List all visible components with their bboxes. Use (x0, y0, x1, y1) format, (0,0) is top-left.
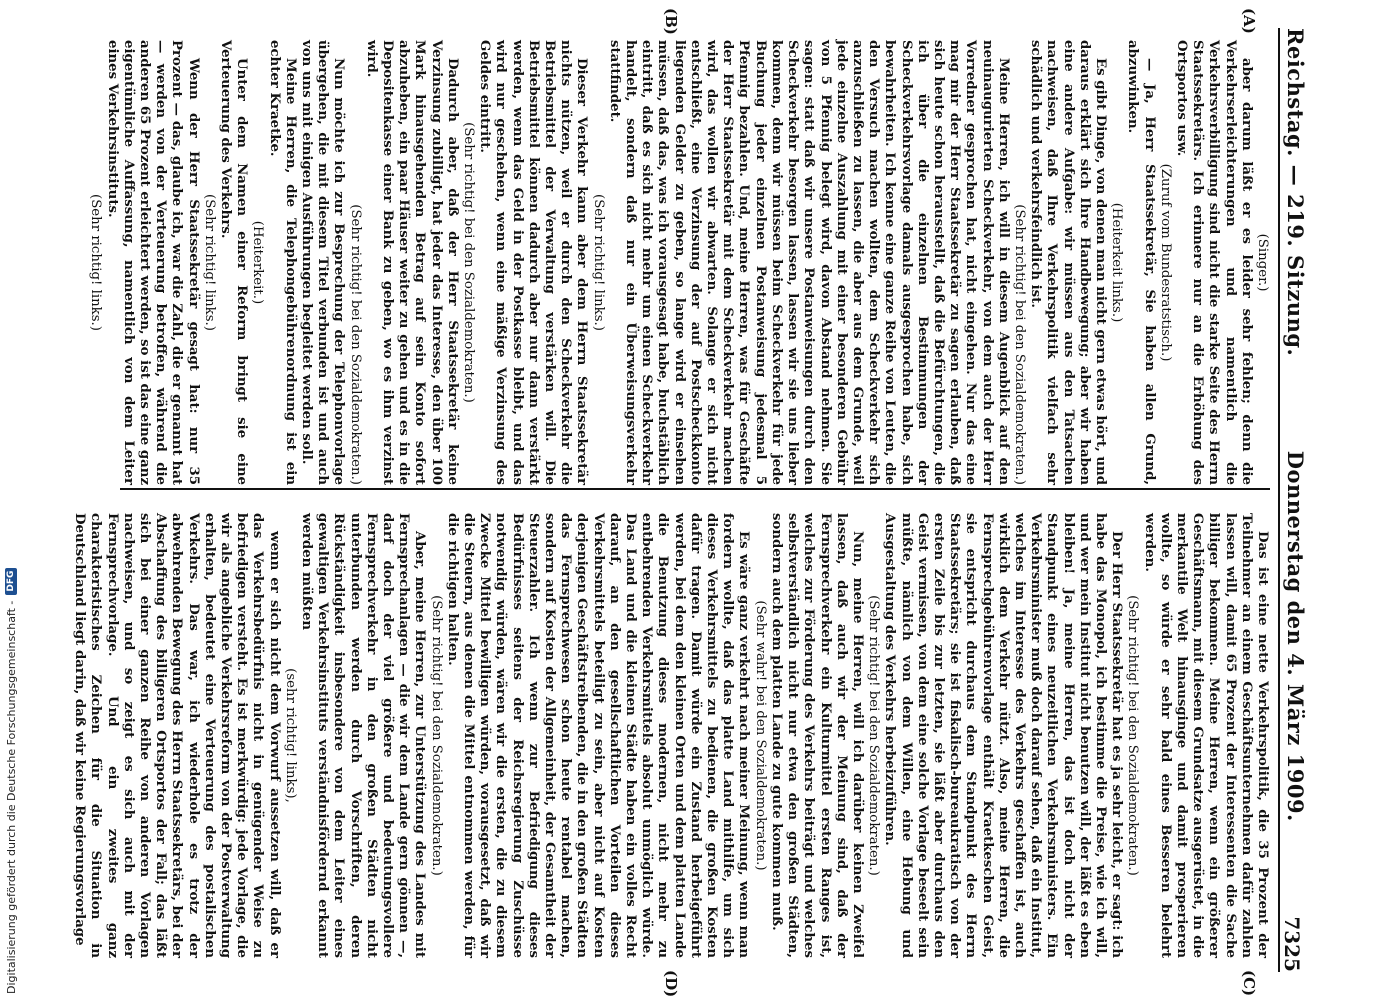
paragraph: Unter dem Namen einer Reform bringt sie eine Verteuerung des Verkehrs. (218, 40, 250, 485)
margin-marker-c: (C) (1240, 970, 1258, 997)
interjection: (Sehr wahr! bei den Sozialdemokraten.) (752, 600, 768, 871)
interjection: (Sehr richtig! bei den Sozialdemokraten.) (428, 595, 444, 876)
page-header (1278, 28, 1320, 972)
paragraph: Aber, meine Herren, zur Unterstützung des Landes mit Fernsprechanlagen — die wir dem Lande gern gönnen —, darf doch der viel größere und bedeutungsvollere Fernsprechverkehr in den großen Städten nicht unterbunden werden durch Vorschriften, deren Rückständigkeit insbesondere von dem Leiter eines gewaltigen Verkehrsinstituts verständnisfördernd erkannt werden müßten (299, 513, 428, 958)
paragraph: aber darum läßt er es leider sehr fehlen; denn die Verkehrserleichterungen und namentlich die Verkehrsverbilligung sind nicht die starke Seite des Herrn Staatssekretärs. Ich erinnere nur an die Erhöhung des Ortsportos usw. (1173, 40, 1254, 485)
digitization-credit (2, 570, 20, 994)
interjection: (Heiterkeit links.) (1109, 202, 1125, 323)
dfg-logo: DFG (5, 568, 17, 595)
interjection: (Sehr richtig! bei den Sozialdemokraten.) (1011, 204, 1027, 485)
left-column (88, 40, 1270, 485)
interjection: (Heiterkeit.) (250, 220, 266, 305)
paragraph: Nun, meine Herren, will ich darüber keinen Zweifel lassen, daß auch wir der Meinung sind, daß der Fernsprechverkehr ein Kulturmittel ersten Ranges ist, welches zur Förderung des Verkehrs beiträgt und welches selbstverständlich nicht nur etwa den großen Städten, sondern auch dem platten Lande zu gute kommen muß. (768, 513, 865, 958)
paragraph: Nun möchte ich zur Besprechung der Telephonvorlage übergehen, die mit diesem Titel verbunden ist und auch von uns mit einigen Ausführungen begleitet werden soll. (299, 40, 347, 485)
column-divider (120, 488, 1270, 490)
interjection: (Sehr richtig! links.) (201, 194, 217, 331)
interjection: (Sehr richtig! bei den Sozialdemokraten.) (461, 122, 477, 403)
interjection: (Sehr richtig! bei den Sozialdemokraten.) (347, 204, 363, 485)
side-credit-strip (0, 0, 26, 1000)
header-left: Reichstag. — 219. Sitzung. (1283, 28, 1308, 357)
margin-marker-d: (D) (662, 970, 680, 998)
header-date: Donnerstag den 4. März 1909. (1283, 450, 1308, 822)
paragraph: Es gibt Dinge, von denen man nicht gern etwas hört, und daraus erklärt sich Ihre Handbewegung; aber wir haben eine andere Aufgabe: wir müssen aus den Tatsachen nachweisen, daß Ihre Verkehrspolitik vielfach sehr schädlich und verkehrsfeindlich ist. (1028, 40, 1108, 485)
paragraph: wenn er sich nicht dem Vorwurf aussetzen will, daß er das Verkehrsbedürfnis nicht in genügender Weise zu befriedigen versteht. Es ist merkwürdig: jede Vorlage, die wir als angebliche Verkehrsreform von der Postverwaltung erhalten, bedeutet eine Verteuerung des postalischen Verkehrs. Das war, ich wiederhole es trotz der abwehrenden Bewegung des Herrn Staatssekretärs, bei der Abschaffung des billigeren Ortsportos der Fall; das läßt sich bei einer ganzen Reihe von anderen Vorlagen nachweisen, und so zeigt es sich auch mit der Fernsprechvorlage. Und ein zweites ganz charakteristisches Zeichen für die Situation in Deutschland liegt darin, daß wir keine Regierungsvorlage (72, 513, 282, 958)
paragraph: Meine Herren, die Telephongebührenordnung ist ein echter Kraetke. (266, 40, 298, 485)
paragraph: Es wäre ganz verkehrt nach meiner Meinung, wenn man fordern wollte, daß das platte Land mithilfe, um sich dieses Verkehrsmittels zu bedienen, die großen Kosten dafür tragen. Damit würde ein Zustand herbeigeführt werden, bei dem den kleinen Orten und dem platten Lande die Benutzung dieses modernen, nicht mehr zu entbehrenden Verkehrsmittels absolut unmöglich würde. Das Land und die kleinen Städte haben ein volles Recht darauf, an den gesellschaftlichen Vorteilen dieses Verkehrsmittels beteiligt zu sein, aber nicht auf Kosten derjenigen Geschäftstreibenden, die in den großen Städten das Fernsprechwesen schon heute rentabel machen, sondern auf Kosten der Allgemeinheit, der Gesamtheit der Steuerzahler. Ich wenn zur Befriedigung dieses Bedürfnisses seitens der Reichsregierung Zuschüsse notwendig würden, wären wir die ersten, die zu diesem Zwecke Mittel bewilligen würden, vorausgesetzt, daß wir die Steuern, aus denen die Mittel entnommen werden, für die richtigen halten. (444, 513, 752, 958)
paragraph: — Ja, Herr Staatssekretär, Sie haben allen Grund, abzuwinken. (1125, 40, 1157, 485)
rotated-newspaper-page (30, 0, 1330, 1000)
paragraph: Wenn der Herr Staatssekretär gesagt hat: nur 35 Prozent — das, glaube ich, war die Zahl, die er genannt hat — werden von der Verteuerung betroffen, während die anderen 65 Prozent erleichtert werden, so ist das eine ganz eigentümliche Auffassung, namentlich von dem Leiter eines Verkehrsinstituts. (104, 40, 201, 485)
interjection: (Zuruf vom Bundesratstisch.) (1157, 163, 1173, 362)
paragraph: Der Herr Staatssekretär hat es ja sehr leicht, er sagt: ich habe das Monopol, ich bestimme die Preise, wie ich will, und wer mein Institut nicht benutzen will, der läßt es eben bleiben! Ja, meine Herren, das ist doch nicht der Standpunkt eines neuzeitlichen Verkehrsministers. Ein Verkehrsminister muß doch darauf sehen, daß ein Institut, welches im Interesse des Verkehrs geschaffen ist, auch wirklich dem Verkehr nützt. Also, meine Herren, die Fernsprechgebührenvorlage enthält Kraetkeschen Geist, sie entspricht durchaus dem Standpunkt des Herrn Staatssekretärs; sie ist fiskalisch-bureaukratisch von der ersten Zeile bis zur letzten, sie läßt aber durchaus den Geist vermissen, von dem eine solche Vorlage beseelt sein müßte, nämlich von dem Willen, eine Hebung und Ausgestaltung des Verkehrs herbeizuführen. (882, 513, 1125, 958)
digitization-credit-text: Digitalisierung gefördert durch die Deutsche Forschungsgemeinschaft - (4, 600, 18, 994)
margin-marker-b: (B) (662, 8, 680, 35)
interjection: (Sehr richtig! bei den Sozialdemokraten.) (1125, 595, 1141, 876)
speaker-name: (Singer.) (1255, 233, 1270, 292)
right-column (72, 513, 1270, 958)
paragraph: Das ist eine nette Verkehrspolitik, die 35 Prozent der Teilnehmer an einem Geschäftsunternehmen dafür zahlen lassen will, damit 65 Prozent der Interessenten die Sache billiger bekommen. Meine Herren, wenn ein größerer Geschäftsmann, mit diesem Grundsatze ausgerüstet, in die merkantile Welt hinausginge und damit prosperieren wollte, so würde er sehr bald eines Besseren belehrt werden. (1141, 513, 1270, 958)
margin-marker-a: (A) (1240, 8, 1258, 34)
interjection: (Sehr richtig! bei den Sozialdemokraten.) (866, 595, 882, 876)
paragraph: Dadurch aber, daß der Herr Staatssekretär keine Verzinsung zubilligt, hat jeder das Interesse, den über 100 Mark hinausgehenden Betrag auf sein Konto sofort abzuheben, ein paar Häuser weiter zu gehen und es in die Depositenkasse einer Bank zu geben, wo es ihm verzinst wird. (363, 40, 460, 485)
paragraph: Dieser Verkehr kann aber dem Herrn Staatssekretär nichts nützen, weil er durch den Scheckverkehr die Betriebsmittel der Verwaltung verstärken will. Die Betriebsmittel können dadurch aber nur dann verstärkt werden, wenn das Geld in der Postkasse bleibt, und das wird nur geschehen, wenn eine mäßige Verzinsung des Geldes eintritt. (477, 40, 590, 485)
interjection: (Sehr richtig! links.) (88, 194, 104, 331)
page-number: 7325 (1280, 916, 1304, 972)
interjection: (sehr richtig! links), (282, 668, 298, 803)
interjection: (Sehr richtig! links.) (590, 194, 606, 331)
paragraph: Meine Herren, ich will in diesem Augenblick auf den neuinaugurierten Scheckverkehr, von dem auch der Herr Vorredner gesprochen hat, nicht eingehen. Nur das eine mag mir der Herr Staatssekretär zu sagen erlauben, daß sich heute schon herausstellt, daß die Befürchtungen, die ich über die einzelnen Bestimmungen der Scheckverkehrsvorlage damals ausgesprochen habe, sich bewahrheiten. Ich kenne eine ganze Reihe von Leuten, die den Versuch machen wollten, dem Scheckverkehr sich anzuschließen zu lassen, die aber aus dem Grunde, weil jede einzelne Auszahlung mit einer besonderen Gebühr von 5 Pfennig belegt wird, davon Abstand nehmen. Sie sagen: statt daß wir unsere Postanweisungen durch den Scheckverkehr besorgen lassen, lassen wir sie uns lieber kommen, denn wir müssen beim Scheckverkehr für jede Buchung jeder einzelnen Postanweisung jedesmal 5 Pfennig bezahlen. Und, meine Herren, was für Geschäfte der Herr Staatssekretär mit dem Scheckverkehr machen wird, das wollen wir abwarten. Solange er sich nicht entschließt, eine Verzinsung der auf Postscheckkonto liegenden Gelder zu geben, so lange wird er einsehen müssen, daß das, was ich vorausgesagt habe, buchstäblich eintritt, daß es sich nicht mehr um einen Scheckverkehr handelt, sondern daß nur ein Überweisungsverkehr stattfindet. (606, 40, 1011, 485)
